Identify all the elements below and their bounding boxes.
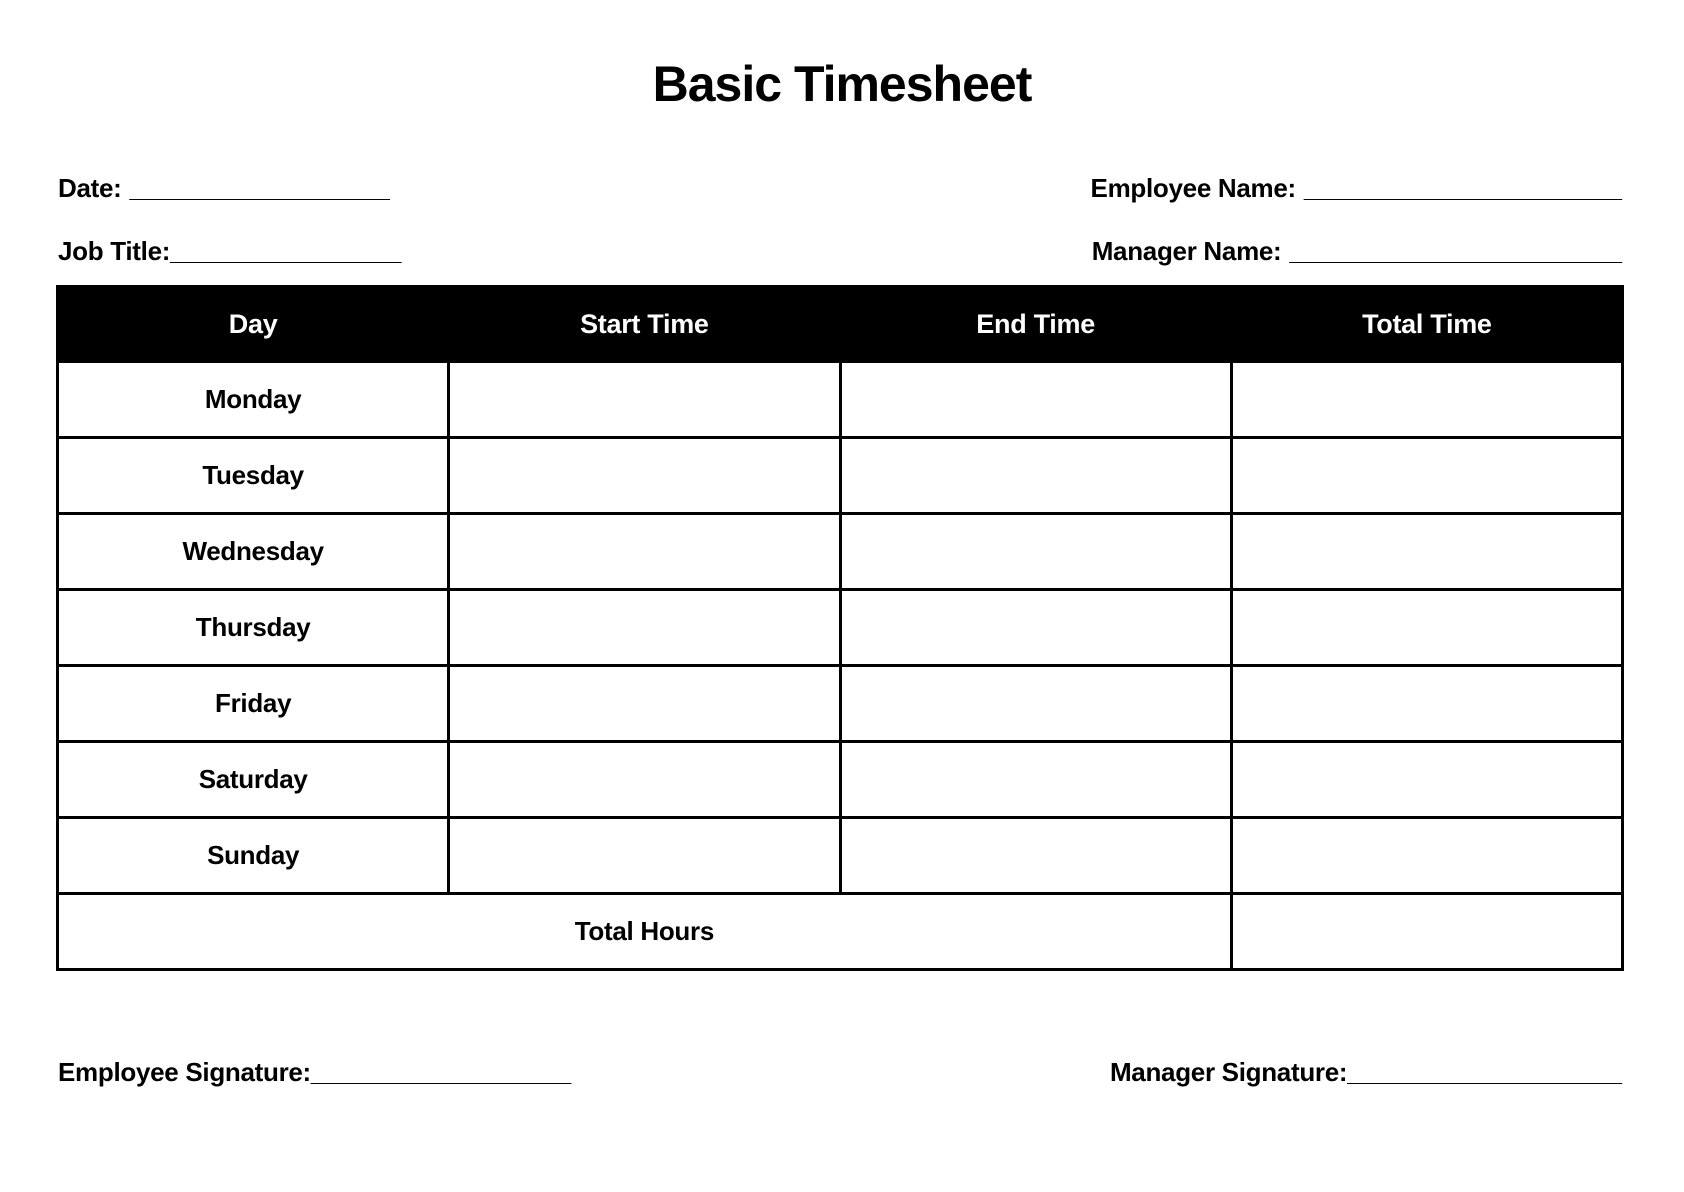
col-header-total-time: Total Time [1231,287,1622,362]
end-time-cell[interactable] [840,742,1231,818]
page-title: Basic Timesheet [652,56,1032,112]
table-row-sunday [58,818,1623,894]
total-time-cell[interactable] [1231,818,1622,894]
date-field [58,172,390,204]
job-title-line[interactable]: ________________ [170,236,402,266]
manager-signature-line[interactable]: ___________________ [1347,1057,1622,1087]
manager-name-field [1092,235,1622,267]
end-time-cell[interactable] [840,818,1231,894]
start-time-cell[interactable] [449,590,840,666]
fields-row-1 [58,172,1622,204]
employee-signature-label: Employee Signature: [58,1057,311,1087]
col-header-day: Day [58,287,449,362]
total-time-cell[interactable] [1231,666,1622,742]
start-time-cell[interactable] [449,514,840,590]
total-hours-label-cell: Total Hours [58,894,1232,970]
employee-name-line[interactable]: ______________________ [1303,173,1622,203]
table-row-thursday [58,590,1623,666]
start-time-cell[interactable] [449,362,840,438]
day-cell: Saturday [58,742,449,818]
end-time-cell[interactable] [840,362,1231,438]
total-time-cell[interactable] [1231,590,1622,666]
manager-signature-label: Manager Signature: [1109,1057,1348,1087]
end-time-cell[interactable] [840,438,1231,514]
table-header-row [58,287,1623,362]
day-cell: Thursday [58,590,449,666]
day-cell: Friday [58,666,449,742]
manager-signature-field [1110,1056,1622,1088]
day-cell: Sunday [58,818,449,894]
table-row-friday [58,666,1623,742]
start-time-cell[interactable] [449,742,840,818]
col-header-start-time: Start Time [449,287,840,362]
end-time-cell[interactable] [840,514,1231,590]
manager-name-line[interactable]: _______________________ [1289,236,1622,266]
fields-row-2 [58,235,1622,267]
date-label: Date: [58,173,122,203]
employee-signature-field [58,1056,571,1088]
end-time-cell[interactable] [840,590,1231,666]
table-row-saturday [58,742,1623,818]
manager-name-label: Manager Name: [1091,236,1282,266]
total-time-cell[interactable] [1231,438,1622,514]
total-hours-value-cell[interactable] [1231,894,1622,970]
employee-name-field [1091,172,1622,204]
end-time-cell[interactable] [840,666,1231,742]
start-time-cell[interactable] [449,666,840,742]
col-header-end-time: End Time [840,287,1231,362]
signature-row [58,1056,1622,1088]
total-time-cell[interactable] [1231,362,1622,438]
total-time-cell[interactable] [1231,514,1622,590]
table-row-wednesday [58,514,1623,590]
day-cell: Tuesday [58,438,449,514]
employee-name-label: Employee Name: [1090,173,1296,203]
total-hours-row [58,894,1623,970]
table-row-monday [58,362,1623,438]
start-time-cell[interactable] [449,818,840,894]
table-row-tuesday [58,438,1623,514]
employee-signature-line[interactable]: __________________ [310,1057,572,1087]
date-line[interactable]: __________________ [129,173,390,203]
day-cell: Wednesday [58,514,449,590]
start-time-cell[interactable] [449,438,840,514]
job-title-field [58,235,401,267]
total-time-cell[interactable] [1231,742,1622,818]
timesheet-table [56,285,1624,971]
day-cell: Monday [58,362,449,438]
job-title-label: Job Title: [58,236,171,266]
